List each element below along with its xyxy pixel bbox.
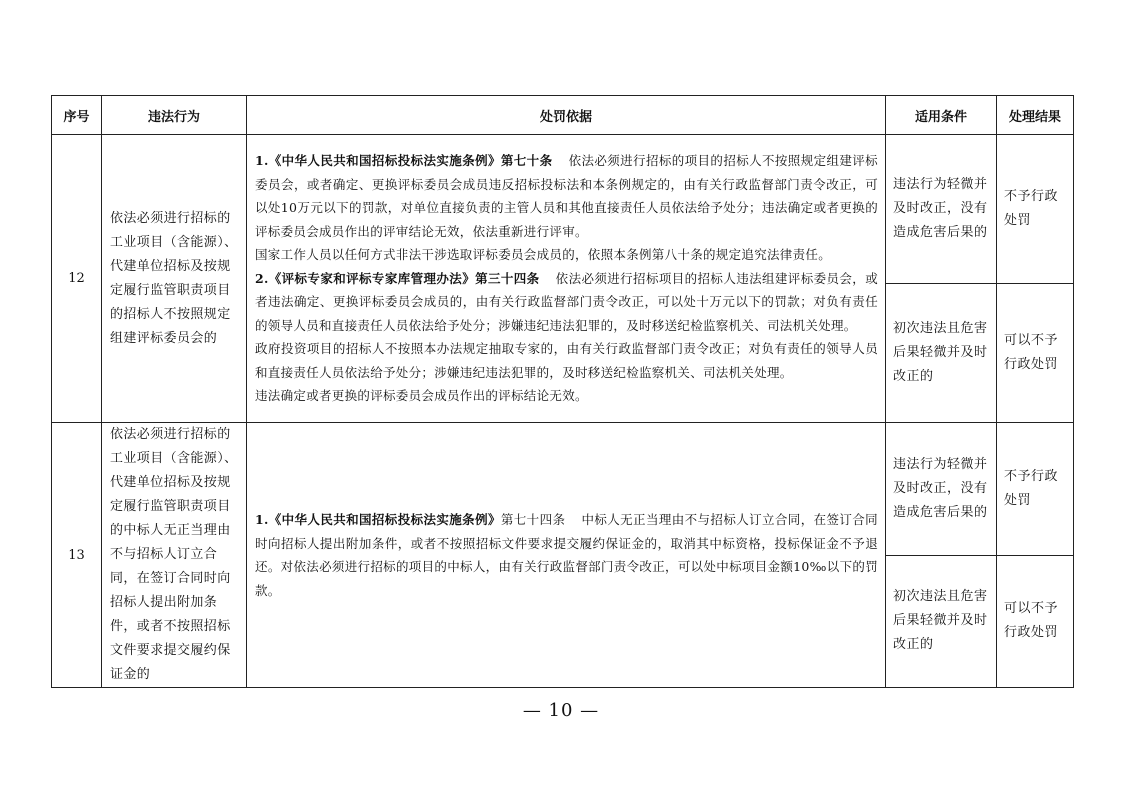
- row-basis: [247, 135, 886, 423]
- row-basis: [247, 423, 886, 688]
- law-citation: 1.《中华人民共和国招标投标法实施条例》第七十条: [255, 153, 553, 169]
- basis-text: 中标人无正当理由不与招标人订立合同，在签订合同时向招标人提出附加条件，或者不按照招标文件要求提交履约保证金的，取消其中标资格，投标保证金不予退还。对依法必须进行招标的项目的中标人，由有关行政监督部门责令改正，可以处中标项目金额10‰以下的罚款。: [255, 512, 878, 598]
- law-citation: 2.《评标专家和评标专家库管理办法》第三十四条: [255, 270, 540, 286]
- basis-paragraph: [255, 267, 878, 338]
- table-row: [52, 423, 1074, 556]
- header-basis: 处罚依据: [247, 96, 886, 135]
- law-article: 第七十四条: [500, 512, 566, 527]
- table-header-row: [52, 96, 1074, 135]
- row-result: 不予行政处罚: [997, 423, 1074, 556]
- basis-text: 政府投资项目的招标人不按照本办法规定抽取专家的，由有关行政监督部门责令改正；对负有责任的领导人员和直接责任人员依法给予处分；涉嫌违纪违法犯罪的，及时移送纪检监察机关、司法机关处理。: [255, 341, 878, 380]
- law-citation: 1.《中华人民共和国招标投标法实施条例》: [255, 512, 501, 527]
- row-condition: 初次违法且危害后果轻微并及时改正的: [886, 555, 997, 688]
- basis-paragraph: [255, 149, 878, 243]
- row-violation: 依法必须进行招标的工业项目（含能源）、代建单位招标及按规定履行监管职责项目的招标人不按照规定组建评标委员会的: [102, 135, 247, 423]
- row-result: 可以不予行政处罚: [997, 284, 1074, 423]
- row-result: 不予行政处罚: [997, 135, 1074, 284]
- row-seq: 12: [52, 135, 102, 423]
- basis-text: 国家工作人员以任何方式非法干涉选取评标委员会成员的，依照本条例第八十条的规定追究法律责任。: [255, 247, 832, 263]
- basis-paragraph: [255, 384, 878, 408]
- penalty-table: [51, 95, 1074, 688]
- basis-text: 违法确定或者更换的评标委员会成员作出的评标结论无效。: [255, 388, 588, 404]
- table-row: [52, 135, 1074, 284]
- row-condition: 违法行为轻微并及时改正，没有造成危害后果的: [886, 135, 997, 284]
- header-result: 处理结果: [997, 96, 1074, 135]
- header-act: 违法行为: [102, 96, 247, 135]
- row-condition: 违法行为轻微并及时改正，没有造成危害后果的: [886, 423, 997, 556]
- row-result: 可以不予行政处罚: [997, 555, 1074, 688]
- basis-paragraph: [255, 337, 878, 384]
- page-number: — 10 —: [522, 700, 600, 721]
- row-condition: 初次违法且危害后果轻微并及时改正的: [886, 284, 997, 423]
- row-violation: 依法必须进行招标的工业项目（含能源）、代建单位招标及按规定履行监管职责项目的中标人无正当理由不与招标人订立合同，在签订合同时向招标人提出附加条件，或者不按照招标文件要求提交履约保证金的: [102, 423, 247, 688]
- basis-paragraph: [255, 243, 878, 267]
- header-seq: 序号: [52, 96, 102, 135]
- basis-text: 依法必须进行招标的项目的招标人不按照规定组建评标委员会，或者确定、更换评标委员会成员违反招标投标法和本条例规定的，由有关行政监督部门责令改正，可以处10万元以下的罚款，对单位直接负责的主管人员和其他直接责任人员依法给予处分；违法确定或者更换的评标委员会成员作出的评审结论无效，依法重新进行评审。: [255, 153, 878, 239]
- header-cond: 适用条件: [886, 96, 997, 135]
- basis-text: 依法必须进行招标项目的招标人违法组建评标委员会，或者违法确定、更换评标委员会成员的，由有关行政监督部门责令改正，可以处十万元以下的罚款；对负有责任的领导人员和直接责任人员依法给予处分；涉嫌违纪违法犯罪的，及时移送纪检监察机关、司法机关处理。: [255, 270, 878, 333]
- row-seq: 13: [52, 423, 102, 688]
- basis-paragraph: [255, 508, 878, 602]
